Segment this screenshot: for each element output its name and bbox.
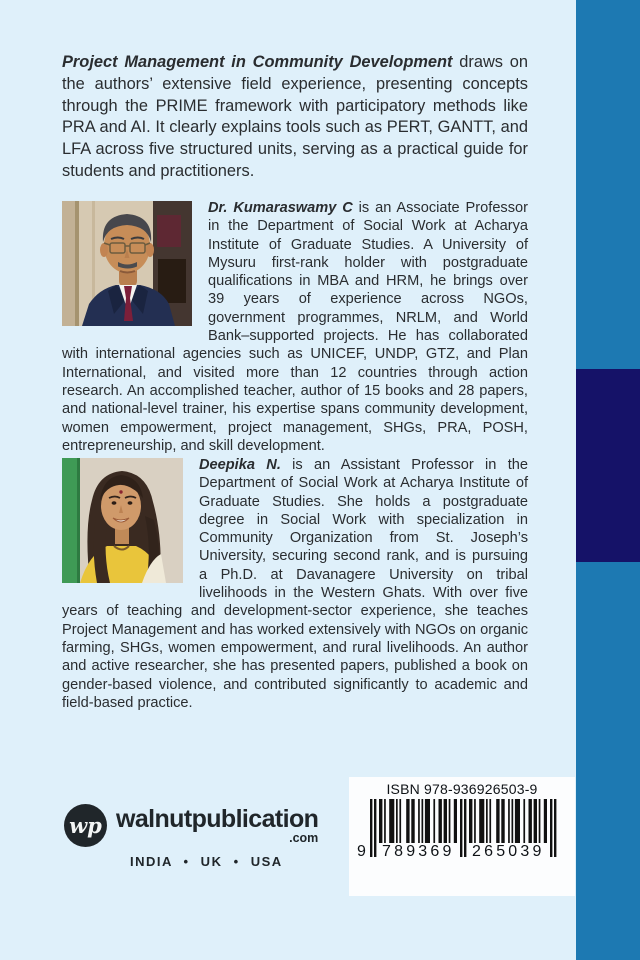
author-photo-deepika — [62, 458, 183, 583]
isbn-digit-group1: 789369 — [382, 843, 455, 860]
author-bio-kumaraswamy — [62, 199, 528, 455]
spine-navy-band — [576, 369, 640, 562]
author-bio-text-deepika: is an Assistant Professor in the Department of Social Work at Acharya Institute of Graduate Studies. She holds a postgraduate degree in Social Work with specialization in Community Organization from St. Joseph’s University, securing second rank, and is pursuing a Ph.D. at Davanagere University on tribal livelihoods in the Western Ghats. With over five years of teaching and development-sector experience, she teaches Project Management and has worked extensively with NGOs on organic farming, SHGs, women empowerment, and rural livelihoods. An author and active researcher, she has presented papers, published a book on gender-based violence, and contributed significantly to academic and field-based practice. — [62, 457, 528, 711]
author-bio-text-kumaraswamy: is an Associate Professor in the Department of Social Work at Acharya Institute of Graduate Studies. A University of Mysuru first-rank holder with postgraduate qualifications in MBA and HRM, he brings over 39 years of experience across NGOs, government programmes, NRLM, and World Bank–supported projects. He has collaborated with international agencies such as UNICEF, UNDP, GTZ, and Plan International, and visited more than 12 countries through action research. An accomplished teacher, author of 15 books and 28 papers, and national-level trainer, his expertise spans community development, women empowerment, project management, SHGs, PRA, POSH, entrepreneurship, and skill development. — [62, 200, 529, 454]
isbn-digit-lead: 9 — [357, 843, 366, 860]
publisher-domain: .com — [289, 831, 319, 845]
author-name-deepika: Deepika N. — [199, 457, 281, 473]
author-name-kumaraswamy: Dr. Kumaraswamy C — [208, 200, 353, 216]
book-title-phrase: Project Management in Community Development — [62, 53, 453, 71]
publisher-logo-block — [64, 800, 318, 869]
book-blurb — [62, 52, 528, 183]
publisher-name: walnutpublication — [116, 805, 319, 833]
publisher-countries: INDIA • UK • USA — [130, 854, 283, 869]
book-blurb-text: draws on the authors’ extensive field experience, presenting concepts through the PRIME framework with participatory methods like PRA and AI. It clearly explains tools such as PERT, GANTT, and LFA across five structured units, serving as a practical guide for students and practitioners. — [62, 53, 529, 180]
author-bio-deepika — [62, 456, 528, 712]
wp-monogram-icon: wp — [64, 804, 107, 847]
author-photo-kumaraswamy — [62, 201, 192, 326]
publisher-wordmark — [116, 800, 318, 844]
spine-stripe — [576, 0, 640, 960]
isbn-number: ISBN 978-936926503-9 — [386, 781, 538, 797]
publisher-logo-row — [64, 800, 318, 847]
isbn-barcode — [349, 777, 575, 896]
barcode-bars — [356, 799, 568, 865]
isbn-digit-group2: 265039 — [472, 843, 545, 860]
